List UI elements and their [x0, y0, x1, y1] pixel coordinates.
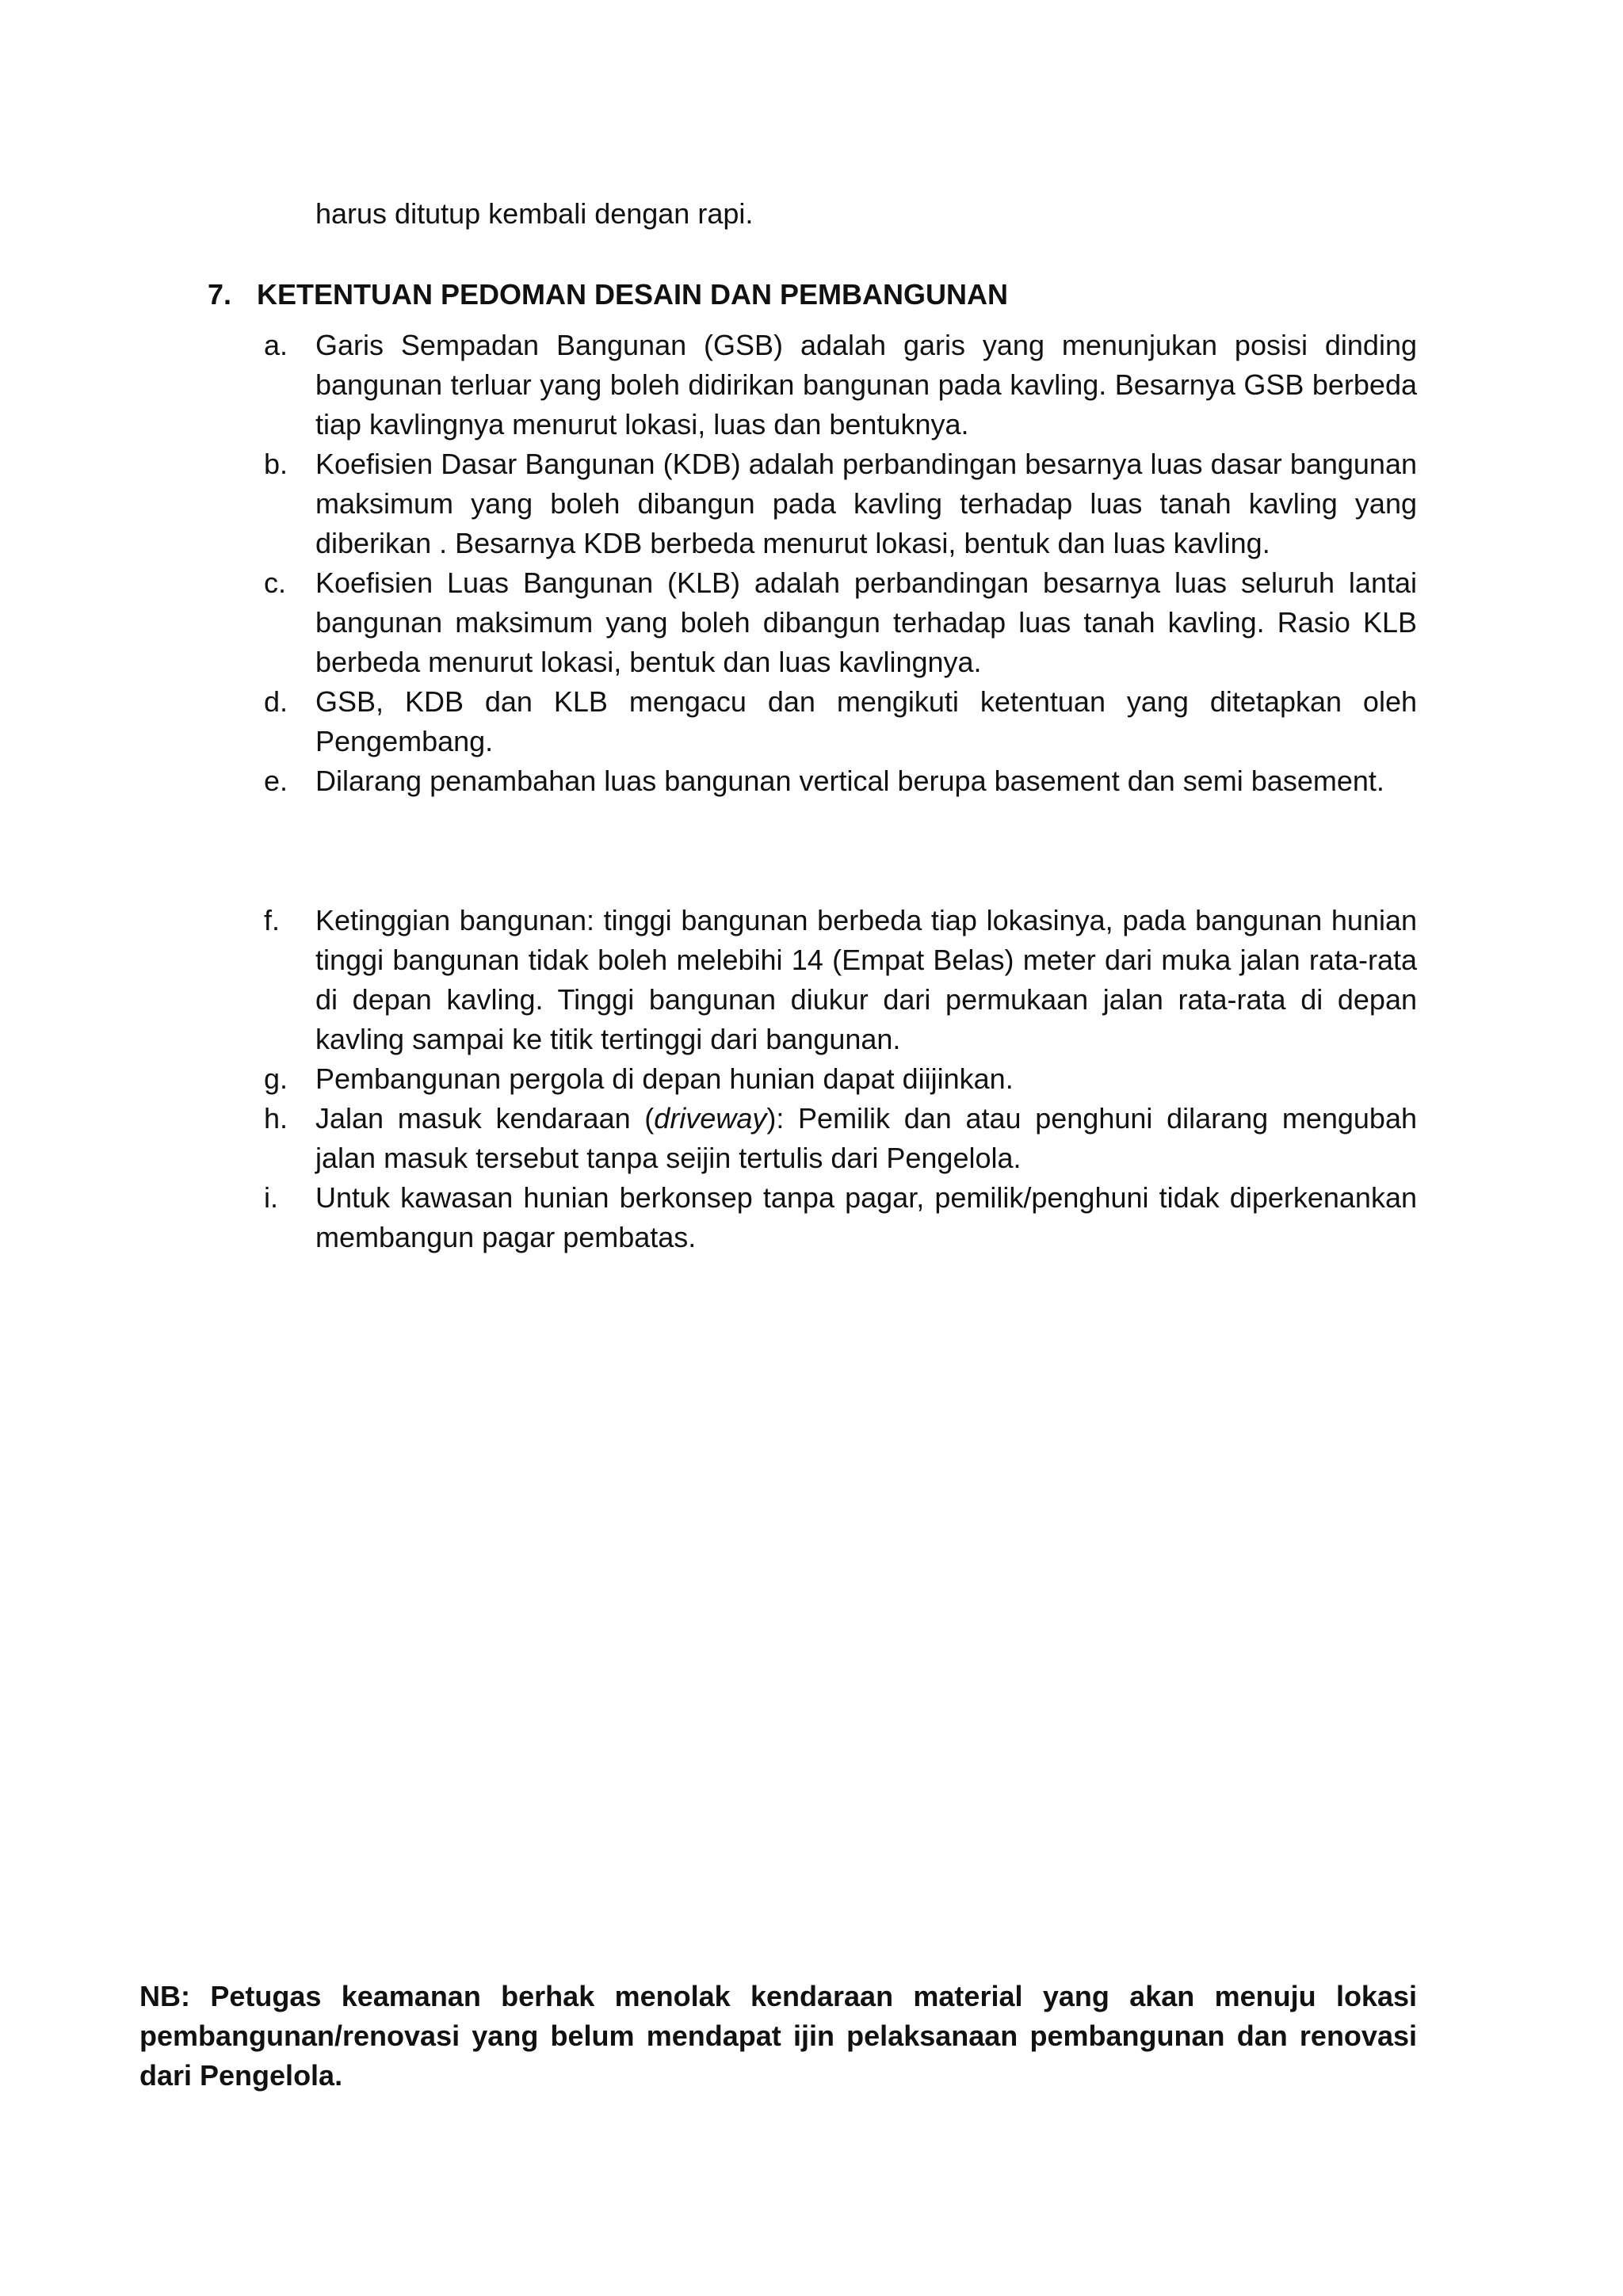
provisions-list-continued	[264, 901, 1417, 1257]
list-item-f	[264, 901, 1417, 1059]
driveway-text-before: Jalan masuk kendaraan (	[315, 1102, 655, 1135]
list-marker: f.	[264, 904, 281, 936]
nb-note: NB: Petugas keamanan berhak menolak kendaraan material yang akan menuju lokasi pembangunan/renovasi yang belum mendapat ijin pelaksanaan pembangunan dan renovasi dari Pengelola.	[139, 1980, 1417, 2092]
list-item-b	[264, 444, 1417, 563]
list-item-text: Pembangunan pergola di depan hunian dapat diijinkan.	[315, 1062, 1014, 1095]
list-item-text	[315, 1102, 1417, 1174]
list-marker: c.	[264, 566, 287, 599]
list-item-c	[264, 563, 1417, 682]
driveway-text-after: ): Pemilik dan atau penghuni dilarang mengubah jalan masuk tersebut tanpa seijin tertulis dari Pengelola.	[315, 1102, 1418, 1174]
list-marker: b.	[264, 448, 288, 480]
list-item-text: Ketinggian bangunan: tinggi bangunan berbeda tiap lokasinya, pada bangunan hunian tinggi bangunan tidak boleh melebihi 14 (Empat Belas) meter dari muka jalan rata-rata di depan kavling. Tinggi bangunan diukur dari permukaan jalan rata-rata di depan kavling sampai ke titik tertinggi dari bangunan.	[315, 904, 1417, 1055]
list-marker: i.	[264, 1181, 278, 1214]
list-marker: g.	[264, 1062, 288, 1095]
driveway-italic-term: driveway	[654, 1102, 767, 1135]
list-item-h	[264, 1099, 1417, 1178]
list-item-g	[264, 1059, 1417, 1099]
section-number: 7.	[208, 278, 232, 311]
provisions-list	[264, 326, 1417, 801]
list-item-i	[264, 1178, 1417, 1257]
list-marker: a.	[264, 329, 288, 361]
list-marker: e.	[264, 765, 288, 797]
list-item-text: Koefisien Dasar Bangunan (KDB) adalah perbandingan besarnya luas dasar bangunan maksimum yang boleh dibangun pada kavling terhadap luas tanah kavling yang diberikan . Besarnya KDB berbeda menurut lokasi, bentuk dan luas kavling.	[315, 448, 1417, 559]
section-title: KETENTUAN PEDOMAN DESAIN DAN PEMBANGUNAN	[257, 278, 1009, 311]
list-item-e	[264, 761, 1417, 801]
list-item-a	[264, 326, 1417, 444]
list-marker: d.	[264, 685, 288, 718]
list-item-text: Garis Sempadan Bangunan (GSB) adalah garis yang menunjukan posisi dinding bangunan terluar yang boleh didirikan bangunan pada kavling. Besarnya GSB berbeda tiap kavlingnya menurut lokasi, luas dan bentuknya.	[315, 329, 1417, 441]
section-heading	[208, 275, 1008, 315]
list-item-d	[264, 682, 1417, 761]
list-item-text: Koefisien Luas Bangunan (KLB) adalah perbandingan besarnya luas seluruh lantai bangunan maksimum yang boleh dibangun terhadap luas tanah kavling. Rasio KLB berbeda menurut lokasi, bentuk dan luas kavlingnya.	[315, 566, 1417, 678]
list-marker: h.	[264, 1102, 288, 1135]
list-item-text: Untuk kawasan hunian berkonsep tanpa pagar, pemilik/penghuni tidak diperkenankan membangun pagar pembatas.	[315, 1181, 1417, 1253]
list-item-text: GSB, KDB dan KLB mengacu dan mengikuti ketentuan yang ditetapkan oleh Pengembang.	[315, 685, 1417, 757]
continuation-text: harus ditutup kembali dengan rapi.	[315, 197, 754, 230]
list-item-text: Dilarang penambahan luas bangunan vertical berupa basement dan semi basement.	[315, 765, 1384, 797]
